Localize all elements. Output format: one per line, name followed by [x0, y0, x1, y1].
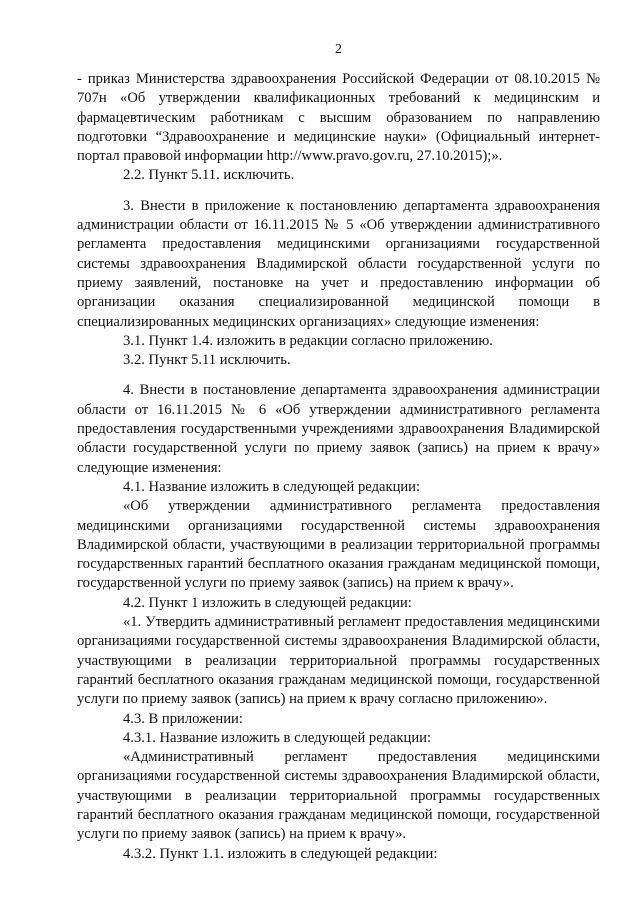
paragraph-4-3-1-quote: «Административный регламент предоставления медицинскими организациями государственной системы здравоохранения Владимирской области, участвующими в реализации территориальной программы государственных гарантий бесплатного оказания гражданам медицинской помощи, государственной услуги по приему заявок (запись) на прием к врачу». — [77, 749, 600, 843]
paragraph-4-1: 4.1. Название изложить в следующей редакции: — [123, 478, 421, 495]
paragraph-gap — [77, 370, 600, 381]
paragraph-3: 3. Внести в приложение к постановлению департамента здравоохранения администрации области от 16.11.2015 № 5 «Об утверждении административного регламента предоставления медицинскими организациями государственной системы здравоохранения Владимирской области государственной услуги по приему заявлений, постановке на учет и предоставлению информации об организации оказания специализированной медицинской помощи в специализированных медицинских организациях» следующие изменения: — [77, 197, 600, 330]
paragraph-4-2: 4.2. Пункт 1 изложить в следующей редакции: — [123, 594, 412, 611]
paragraph-order-item: - приказ Министерства здравоохранения Российской Федерации от 08.10.2015 № 707н «Об утверждении квалификационных требований к медицинским и фармацевтическим работникам с высшим образованием по направлению подготовки “Здравоохранение и медицинские науки» (Официальный интернет-портал правовой информации http://www.pravo.gov.ru, 27.10.2015);». — [77, 71, 600, 165]
paragraph-4-3-1: 4.3.1. Название изложить в следующей редакции: — [123, 729, 431, 746]
paragraph-gap — [77, 186, 600, 197]
paragraph-3-2: 3.2. Пункт 5.11 исключить. — [123, 352, 291, 369]
paragraph-4-1-quote: «Об утверждении административного регламента предоставления медицинскими организациями государственной системы здравоохранения Владимирской области, участвующими в реализации территориальной программы государственных гарантий бесплатного оказания гражданам медицинской помощи, государственной услуги по приему заявок (запись) на прием к врачу». — [77, 498, 600, 592]
paragraph-4-3-2: 4.3.2. Пункт 1.1. изложить в следующей редакции: — [123, 845, 438, 862]
page-number: 2 — [335, 42, 342, 57]
paragraph-4-2-quote: «1. Утвердить административный регламент предоставления медицинскими организациями государственной системы здравоохранения Владимирской области, участвующими в реализации территориальной программы государственных гарантий бесплатного оказания гражданам медицинской помощи, государственной услуги по приему заявок (запись) на прием к врачу согласно приложению». — [77, 614, 600, 708]
paragraph-4: 4. Внести в постановление департамента здравоохранения администрации области от 16.11.2015 № 6 «Об утверждении административного регламента предоставления государственными учреждениями здравоохранения Владимирской области государственной услуги по приему заявок (запись) на прием к врачу» следующие изменения: — [77, 382, 600, 476]
paragraph-3-1: 3.1. Пункт 1.4. изложить в редакции согласно приложению. — [123, 332, 493, 349]
paragraph-2-2: 2.2. Пункт 5.11. исключить. — [123, 167, 295, 184]
paragraph-4-3: 4.3. В приложении: — [123, 710, 243, 727]
